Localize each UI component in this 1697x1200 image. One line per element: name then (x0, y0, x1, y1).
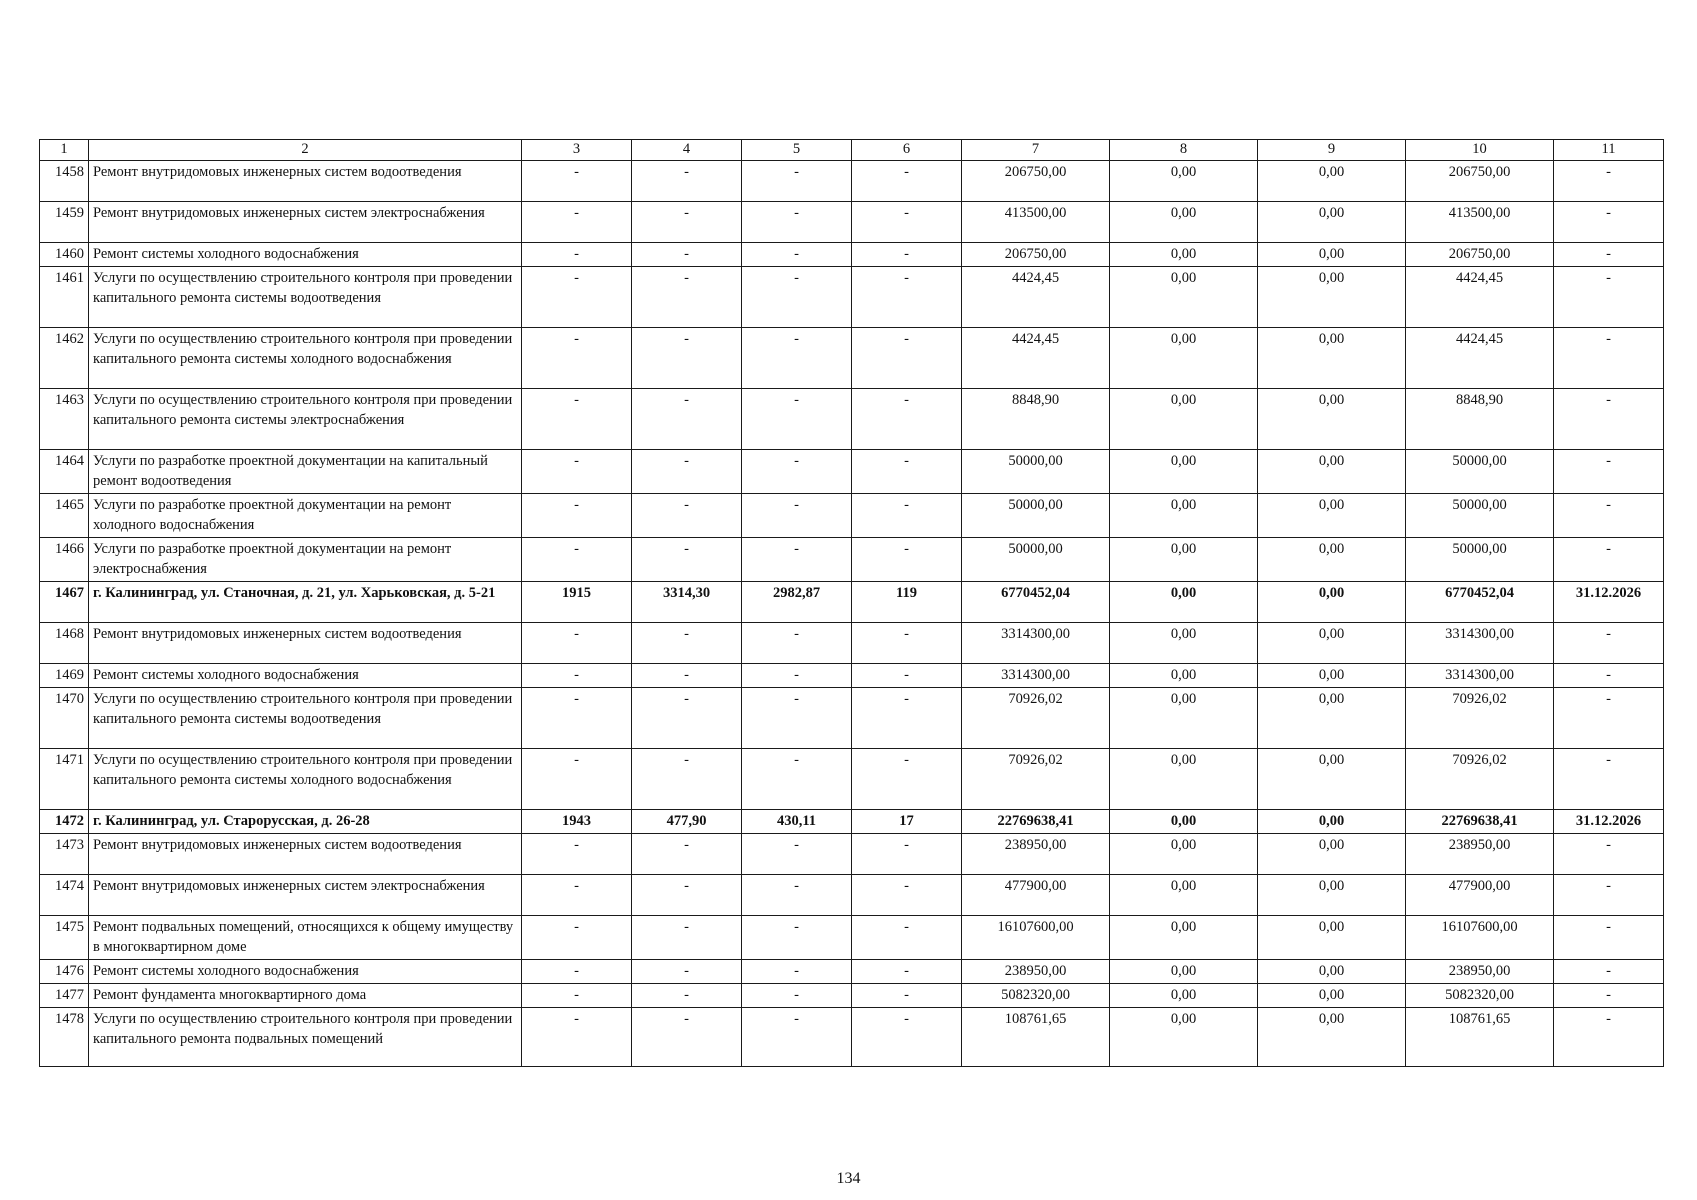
column-header: 11 (1554, 140, 1664, 161)
row-number: 1474 (40, 875, 89, 916)
col-7-value: 50000,00 (962, 494, 1110, 538)
col-8-value: 0,00 (1110, 450, 1258, 494)
col-7-value: 50000,00 (962, 538, 1110, 582)
work-name: Ремонт подвальных помещений, относящихся к общему имуществу в многоквартирном доме (89, 916, 522, 960)
col-4-value: - (632, 916, 742, 960)
col-10-value: 70926,02 (1406, 688, 1554, 749)
col-6-value: - (852, 960, 962, 984)
col-6-value: 119 (852, 582, 962, 623)
col-9-value: 0,00 (1258, 623, 1406, 664)
col-7-value: 50000,00 (962, 450, 1110, 494)
col-8-value: 0,00 (1110, 582, 1258, 623)
col-11-value: - (1554, 960, 1664, 984)
column-header: 6 (852, 140, 962, 161)
col-11-value: - (1554, 494, 1664, 538)
col-9-value: 0,00 (1258, 749, 1406, 810)
column-header: 3 (522, 140, 632, 161)
col-6-value: - (852, 623, 962, 664)
col-8-value: 0,00 (1110, 749, 1258, 810)
row-number: 1463 (40, 389, 89, 450)
col-4-value: - (632, 161, 742, 202)
table-row (40, 1008, 1664, 1067)
row-number: 1469 (40, 664, 89, 688)
col-8-value: 0,00 (1110, 810, 1258, 834)
col-5-value: - (742, 389, 852, 450)
col-8-value: 0,00 (1110, 267, 1258, 328)
col-6-value: - (852, 538, 962, 582)
col-4-value: - (632, 538, 742, 582)
col-6-value: - (852, 875, 962, 916)
col-11-value: 31.12.2026 (1554, 582, 1664, 623)
work-name: Услуги по осуществлению строительного контроля при проведении капитального ремонта системы холодного водоснабжения (89, 328, 522, 389)
col-11-value: - (1554, 749, 1664, 810)
col-6-value: 17 (852, 810, 962, 834)
col-3-value: - (522, 494, 632, 538)
table-row (40, 916, 1664, 960)
col-10-value: 5082320,00 (1406, 984, 1554, 1008)
work-name: Ремонт внутридомовых инженерных систем водоотведения (89, 834, 522, 875)
col-4-value: - (632, 450, 742, 494)
col-4-value: - (632, 749, 742, 810)
row-number: 1475 (40, 916, 89, 960)
row-number: 1472 (40, 810, 89, 834)
col-3-value: - (522, 243, 632, 267)
col-5-value: - (742, 623, 852, 664)
work-name: Услуги по разработке проектной документации на ремонт холодного водоснабжения (89, 494, 522, 538)
col-7-value: 3314300,00 (962, 664, 1110, 688)
col-11-value: - (1554, 538, 1664, 582)
col-3-value: - (522, 984, 632, 1008)
col-5-value: - (742, 1008, 852, 1067)
col-5-value: - (742, 450, 852, 494)
col-4-value: 3314,30 (632, 582, 742, 623)
col-10-value: 4424,45 (1406, 328, 1554, 389)
table-row (40, 688, 1664, 749)
table-row (40, 243, 1664, 267)
col-8-value: 0,00 (1110, 494, 1258, 538)
col-5-value: - (742, 202, 852, 243)
col-3-value: - (522, 664, 632, 688)
col-6-value: - (852, 664, 962, 688)
col-11-value: 31.12.2026 (1554, 810, 1664, 834)
column-header: 10 (1406, 140, 1554, 161)
col-6-value: - (852, 202, 962, 243)
column-header: 2 (89, 140, 522, 161)
col-3-value: 1943 (522, 810, 632, 834)
col-10-value: 6770452,04 (1406, 582, 1554, 623)
work-name: Ремонт системы холодного водоснабжения (89, 960, 522, 984)
col-8-value: 0,00 (1110, 664, 1258, 688)
col-3-value: - (522, 161, 632, 202)
table-row (40, 664, 1664, 688)
col-10-value: 413500,00 (1406, 202, 1554, 243)
row-number: 1478 (40, 1008, 89, 1067)
col-11-value: - (1554, 328, 1664, 389)
table-row (40, 623, 1664, 664)
col-8-value: 0,00 (1110, 623, 1258, 664)
row-number: 1461 (40, 267, 89, 328)
col-7-value: 22769638,41 (962, 810, 1110, 834)
col-9-value: 0,00 (1258, 688, 1406, 749)
col-7-value: 70926,02 (962, 749, 1110, 810)
col-3-value: - (522, 202, 632, 243)
work-name: Ремонт фундамента многоквартирного дома (89, 984, 522, 1008)
col-8-value: 0,00 (1110, 875, 1258, 916)
col-11-value: - (1554, 984, 1664, 1008)
col-5-value: - (742, 984, 852, 1008)
col-8-value: 0,00 (1110, 1008, 1258, 1067)
row-number: 1476 (40, 960, 89, 984)
col-6-value: - (852, 494, 962, 538)
work-name: г. Калининград, ул. Станочная, д. 21, ул. Харьковская, д. 5-21 (89, 582, 522, 623)
col-5-value: - (742, 688, 852, 749)
col-10-value: 3314300,00 (1406, 623, 1554, 664)
col-6-value: - (852, 328, 962, 389)
col-9-value: 0,00 (1258, 875, 1406, 916)
col-8-value: 0,00 (1110, 984, 1258, 1008)
col-9-value: 0,00 (1258, 389, 1406, 450)
col-9-value: 0,00 (1258, 664, 1406, 688)
col-5-value: - (742, 960, 852, 984)
col-5-value: - (742, 328, 852, 389)
col-7-value: 413500,00 (962, 202, 1110, 243)
col-7-value: 8848,90 (962, 389, 1110, 450)
work-name: Ремонт внутридомовых инженерных систем водоотведения (89, 161, 522, 202)
col-6-value: - (852, 834, 962, 875)
col-4-value: - (632, 267, 742, 328)
capital-repair-table (39, 139, 1664, 1067)
col-4-value: - (632, 494, 742, 538)
column-header: 9 (1258, 140, 1406, 161)
col-11-value: - (1554, 1008, 1664, 1067)
col-10-value: 16107600,00 (1406, 916, 1554, 960)
col-8-value: 0,00 (1110, 161, 1258, 202)
col-11-value: - (1554, 267, 1664, 328)
col-8-value: 0,00 (1110, 538, 1258, 582)
table-row (40, 267, 1664, 328)
row-number: 1477 (40, 984, 89, 1008)
col-9-value: 0,00 (1258, 202, 1406, 243)
row-number: 1468 (40, 623, 89, 664)
col-9-value: 0,00 (1258, 1008, 1406, 1067)
work-name: Ремонт системы холодного водоснабжения (89, 664, 522, 688)
col-5-value: - (742, 749, 852, 810)
col-6-value: - (852, 984, 962, 1008)
work-name: г. Калининград, ул. Старорусская, д. 26-28 (89, 810, 522, 834)
col-11-value: - (1554, 161, 1664, 202)
table-row (40, 389, 1664, 450)
column-header: 8 (1110, 140, 1258, 161)
col-7-value: 4424,45 (962, 267, 1110, 328)
col-3-value: - (522, 875, 632, 916)
col-6-value: - (852, 389, 962, 450)
col-8-value: 0,00 (1110, 328, 1258, 389)
column-header: 7 (962, 140, 1110, 161)
col-4-value: - (632, 664, 742, 688)
col-5-value: - (742, 161, 852, 202)
col-10-value: 206750,00 (1406, 243, 1554, 267)
col-3-value: - (522, 450, 632, 494)
col-8-value: 0,00 (1110, 834, 1258, 875)
col-9-value: 0,00 (1258, 267, 1406, 328)
table-row (40, 984, 1664, 1008)
col-4-value: - (632, 328, 742, 389)
table-row (40, 328, 1664, 389)
col-9-value: 0,00 (1258, 916, 1406, 960)
work-name: Услуги по разработке проектной документации на ремонт электроснабжения (89, 538, 522, 582)
col-10-value: 206750,00 (1406, 161, 1554, 202)
col-11-value: - (1554, 450, 1664, 494)
col-4-value: - (632, 984, 742, 1008)
col-10-value: 238950,00 (1406, 960, 1554, 984)
col-4-value: - (632, 202, 742, 243)
work-name: Ремонт внутридомовых инженерных систем водоотведения (89, 623, 522, 664)
col-7-value: 6770452,04 (962, 582, 1110, 623)
col-6-value: - (852, 1008, 962, 1067)
col-4-value: - (632, 960, 742, 984)
table-body (40, 161, 1664, 1067)
col-5-value: - (742, 834, 852, 875)
col-11-value: - (1554, 243, 1664, 267)
table-row (40, 960, 1664, 984)
row-number: 1467 (40, 582, 89, 623)
col-7-value: 5082320,00 (962, 984, 1110, 1008)
col-9-value: 0,00 (1258, 161, 1406, 202)
col-4-value: - (632, 243, 742, 267)
col-7-value: 206750,00 (962, 243, 1110, 267)
col-8-value: 0,00 (1110, 389, 1258, 450)
col-3-value: - (522, 834, 632, 875)
col-3-value: - (522, 1008, 632, 1067)
col-3-value: - (522, 267, 632, 328)
col-9-value: 0,00 (1258, 450, 1406, 494)
table-row (40, 538, 1664, 582)
work-name: Услуги по осуществлению строительного контроля при проведении капитального ремонта системы водоотведения (89, 688, 522, 749)
column-header: 5 (742, 140, 852, 161)
table-row (40, 834, 1664, 875)
col-11-value: - (1554, 688, 1664, 749)
table-row (40, 450, 1664, 494)
col-10-value: 4424,45 (1406, 267, 1554, 328)
col-4-value: 477,90 (632, 810, 742, 834)
col-9-value: 0,00 (1258, 834, 1406, 875)
col-7-value: 206750,00 (962, 161, 1110, 202)
col-5-value: - (742, 494, 852, 538)
col-11-value: - (1554, 664, 1664, 688)
col-9-value: 0,00 (1258, 494, 1406, 538)
col-9-value: 0,00 (1258, 984, 1406, 1008)
address-row (40, 810, 1664, 834)
column-header: 1 (40, 140, 89, 161)
col-10-value: 238950,00 (1406, 834, 1554, 875)
col-6-value: - (852, 267, 962, 328)
row-number: 1471 (40, 749, 89, 810)
col-3-value: - (522, 538, 632, 582)
col-7-value: 477900,00 (962, 875, 1110, 916)
col-5-value: - (742, 243, 852, 267)
work-name: Услуги по осуществлению строительного контроля при проведении капитального ремонта системы водоотведения (89, 267, 522, 328)
col-7-value: 238950,00 (962, 834, 1110, 875)
col-3-value: - (522, 328, 632, 389)
work-name: Ремонт внутридомовых инженерных систем электроснабжения (89, 875, 522, 916)
page-number: 134 (836, 1170, 861, 1187)
col-10-value: 50000,00 (1406, 450, 1554, 494)
row-number: 1459 (40, 202, 89, 243)
work-name: Ремонт системы холодного водоснабжения (89, 243, 522, 267)
col-3-value: - (522, 688, 632, 749)
row-number: 1470 (40, 688, 89, 749)
work-name: Услуги по разработке проектной документации на капитальный ремонт водоотведения (89, 450, 522, 494)
col-3-value: - (522, 916, 632, 960)
col-9-value: 0,00 (1258, 328, 1406, 389)
column-number-row (40, 140, 1664, 161)
row-number: 1466 (40, 538, 89, 582)
col-7-value: 70926,02 (962, 688, 1110, 749)
col-11-value: - (1554, 875, 1664, 916)
col-10-value: 22769638,41 (1406, 810, 1554, 834)
col-5-value: - (742, 267, 852, 328)
address-row (40, 582, 1664, 623)
col-8-value: 0,00 (1110, 916, 1258, 960)
col-9-value: 0,00 (1258, 810, 1406, 834)
work-name: Услуги по осуществлению строительного контроля при проведении капитального ремонта подвальных помещений (89, 1008, 522, 1067)
col-11-value: - (1554, 389, 1664, 450)
work-name: Услуги по осуществлению строительного контроля при проведении капитального ремонта системы холодного водоснабжения (89, 749, 522, 810)
col-10-value: 477900,00 (1406, 875, 1554, 916)
row-number: 1465 (40, 494, 89, 538)
col-6-value: - (852, 916, 962, 960)
col-7-value: 16107600,00 (962, 916, 1110, 960)
col-9-value: 0,00 (1258, 243, 1406, 267)
col-8-value: 0,00 (1110, 202, 1258, 243)
work-name: Услуги по осуществлению строительного контроля при проведении капитального ремонта системы электроснабжения (89, 389, 522, 450)
col-9-value: 0,00 (1258, 582, 1406, 623)
col-5-value: 430,11 (742, 810, 852, 834)
col-9-value: 0,00 (1258, 960, 1406, 984)
col-4-value: - (632, 1008, 742, 1067)
row-number: 1464 (40, 450, 89, 494)
col-4-value: - (632, 389, 742, 450)
col-7-value: 3314300,00 (962, 623, 1110, 664)
col-10-value: 70926,02 (1406, 749, 1554, 810)
col-10-value: 50000,00 (1406, 538, 1554, 582)
col-8-value: 0,00 (1110, 688, 1258, 749)
table-row (40, 161, 1664, 202)
table-row (40, 494, 1664, 538)
col-3-value: 1915 (522, 582, 632, 623)
col-10-value: 8848,90 (1406, 389, 1554, 450)
col-6-value: - (852, 161, 962, 202)
col-5-value: 2982,87 (742, 582, 852, 623)
col-6-value: - (852, 243, 962, 267)
col-7-value: 238950,00 (962, 960, 1110, 984)
col-7-value: 108761,65 (962, 1008, 1110, 1067)
row-number: 1462 (40, 328, 89, 389)
col-3-value: - (522, 960, 632, 984)
col-8-value: 0,00 (1110, 243, 1258, 267)
col-3-value: - (522, 749, 632, 810)
table-row (40, 875, 1664, 916)
table-row (40, 749, 1664, 810)
col-5-value: - (742, 538, 852, 582)
col-4-value: - (632, 875, 742, 916)
col-6-value: - (852, 749, 962, 810)
col-5-value: - (742, 916, 852, 960)
col-4-value: - (632, 623, 742, 664)
col-5-value: - (742, 875, 852, 916)
row-number: 1458 (40, 161, 89, 202)
col-11-value: - (1554, 623, 1664, 664)
col-11-value: - (1554, 834, 1664, 875)
col-8-value: 0,00 (1110, 960, 1258, 984)
col-3-value: - (522, 389, 632, 450)
col-11-value: - (1554, 202, 1664, 243)
col-6-value: - (852, 450, 962, 494)
col-9-value: 0,00 (1258, 538, 1406, 582)
table-row (40, 202, 1664, 243)
row-number: 1473 (40, 834, 89, 875)
col-10-value: 50000,00 (1406, 494, 1554, 538)
col-10-value: 3314300,00 (1406, 664, 1554, 688)
column-header: 4 (632, 140, 742, 161)
col-5-value: - (742, 664, 852, 688)
col-6-value: - (852, 688, 962, 749)
row-number: 1460 (40, 243, 89, 267)
col-10-value: 108761,65 (1406, 1008, 1554, 1067)
col-3-value: - (522, 623, 632, 664)
col-4-value: - (632, 834, 742, 875)
col-4-value: - (632, 688, 742, 749)
col-7-value: 4424,45 (962, 328, 1110, 389)
work-name: Ремонт внутридомовых инженерных систем электроснабжения (89, 202, 522, 243)
col-11-value: - (1554, 916, 1664, 960)
